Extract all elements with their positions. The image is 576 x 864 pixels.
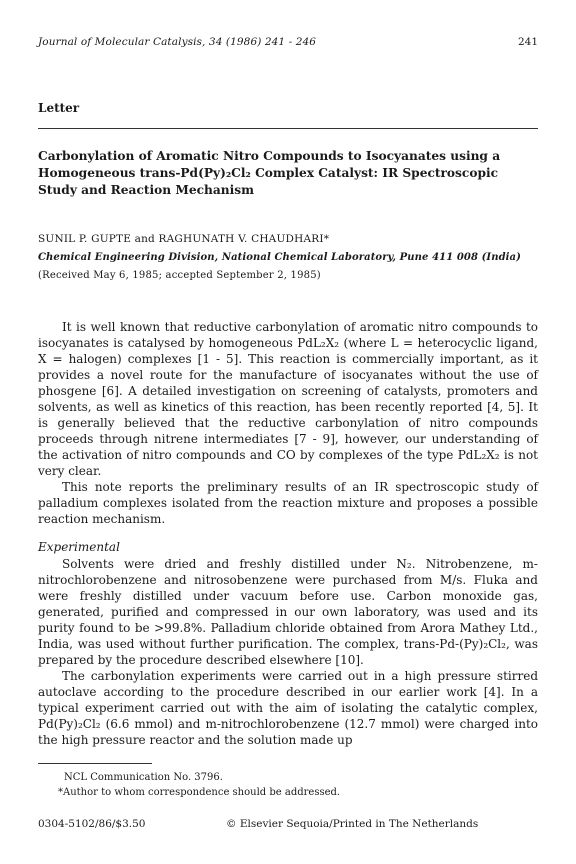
author-list: SUNIL P. GUPTE and RAGHUNATH V. CHAUDHARI* <box>38 233 330 245</box>
paragraph: This note reports the preliminary results of an IR spectroscopic study of palladium complexes isolated from the reaction mixture and proposes a possible reaction mechanism. <box>38 480 538 526</box>
copyright-line: © Elsevier Sequoia/Printed in The Netherlands <box>226 818 479 830</box>
article-title: Carbonylation of Aromatic Nitro Compounds to Isocyanates using a Homogeneous trans-Pd(Py)₂Cl₂ Complex Catalyst: IR Spectroscopic Study and Reaction Mechanism <box>38 149 501 197</box>
intro-section <box>38 319 538 527</box>
section-label: Letter <box>38 101 80 115</box>
header-divider <box>38 128 538 129</box>
footnote-correspondence: *Author to whom correspondence should be addressed. <box>58 787 341 798</box>
footnote-divider <box>38 763 152 764</box>
article-code: 0304-5102/86/$3.50 <box>38 818 146 830</box>
page-number: 241 <box>517 36 538 48</box>
experimental-heading: Experimental <box>38 540 120 554</box>
experimental-section <box>38 556 538 748</box>
received-dates: (Received May 6, 1985; accepted September 2, 1985) <box>38 270 321 281</box>
footnote-communication: NCL Communication No. 3796. <box>64 772 223 783</box>
paragraph: Solvents were dried and freshly distilled under N₂. Nitrobenzene, m-nitrochlorobenzene and nitrosobenzene were purchased from M/s. Fluka and were freshly distilled under vacuum before use. Carbon monoxide gas, generated, purified and compressed in our own laboratory, was used and its purity found to be >99.8%. Palladium chloride obtained from Arora Mathey Ltd., India, was used without further purification. The complex, trans-Pd-(Py)₂Cl₂, was prepared by the procedure described elsewhere [10]. <box>38 557 538 667</box>
affiliation: Chemical Engineering Division, National Chemical Laboratory, Pune 411 008 (India) <box>38 252 521 263</box>
paragraph: The carbonylation experiments were carried out in a high pressure stirred autoclave according to the procedure described in our earlier work [4]. In a typical experiment carried out with the aim of isolating the catalytic complex, Pd(Py)₂Cl₂ (6.6 mmol) and m-nitrochlorobenzene (12.7 mmol) were charged into the high pressure reactor and the solution made up <box>38 669 538 747</box>
journal-citation: Journal of Molecular Catalysis, 34 (1986) 241 - 246 <box>38 36 317 48</box>
paragraph: It is well known that reductive carbonylation of aromatic nitro compounds to isocyanates is catalysed by homogeneous PdL₂X₂ (where L = heterocyclic ligand, X = halogen) complexes [1 - 5]. This reaction is commercially important, as it provides a novel route for the manufacture of isocyanates without the use of phosgene [6]. A detailed investigation on screening of catalysts, promoters and solvents, as well as kinetics of this reaction, has been recently reported [4, 5]. It is generally believed that the reductive carbonylation of nitro compounds proceeds through nitrene intermediates [7 - 9], however, our understanding of the activation of nitro compounds and CO by complexes of the type PdL₂X₂ is not very clear. <box>38 320 538 478</box>
